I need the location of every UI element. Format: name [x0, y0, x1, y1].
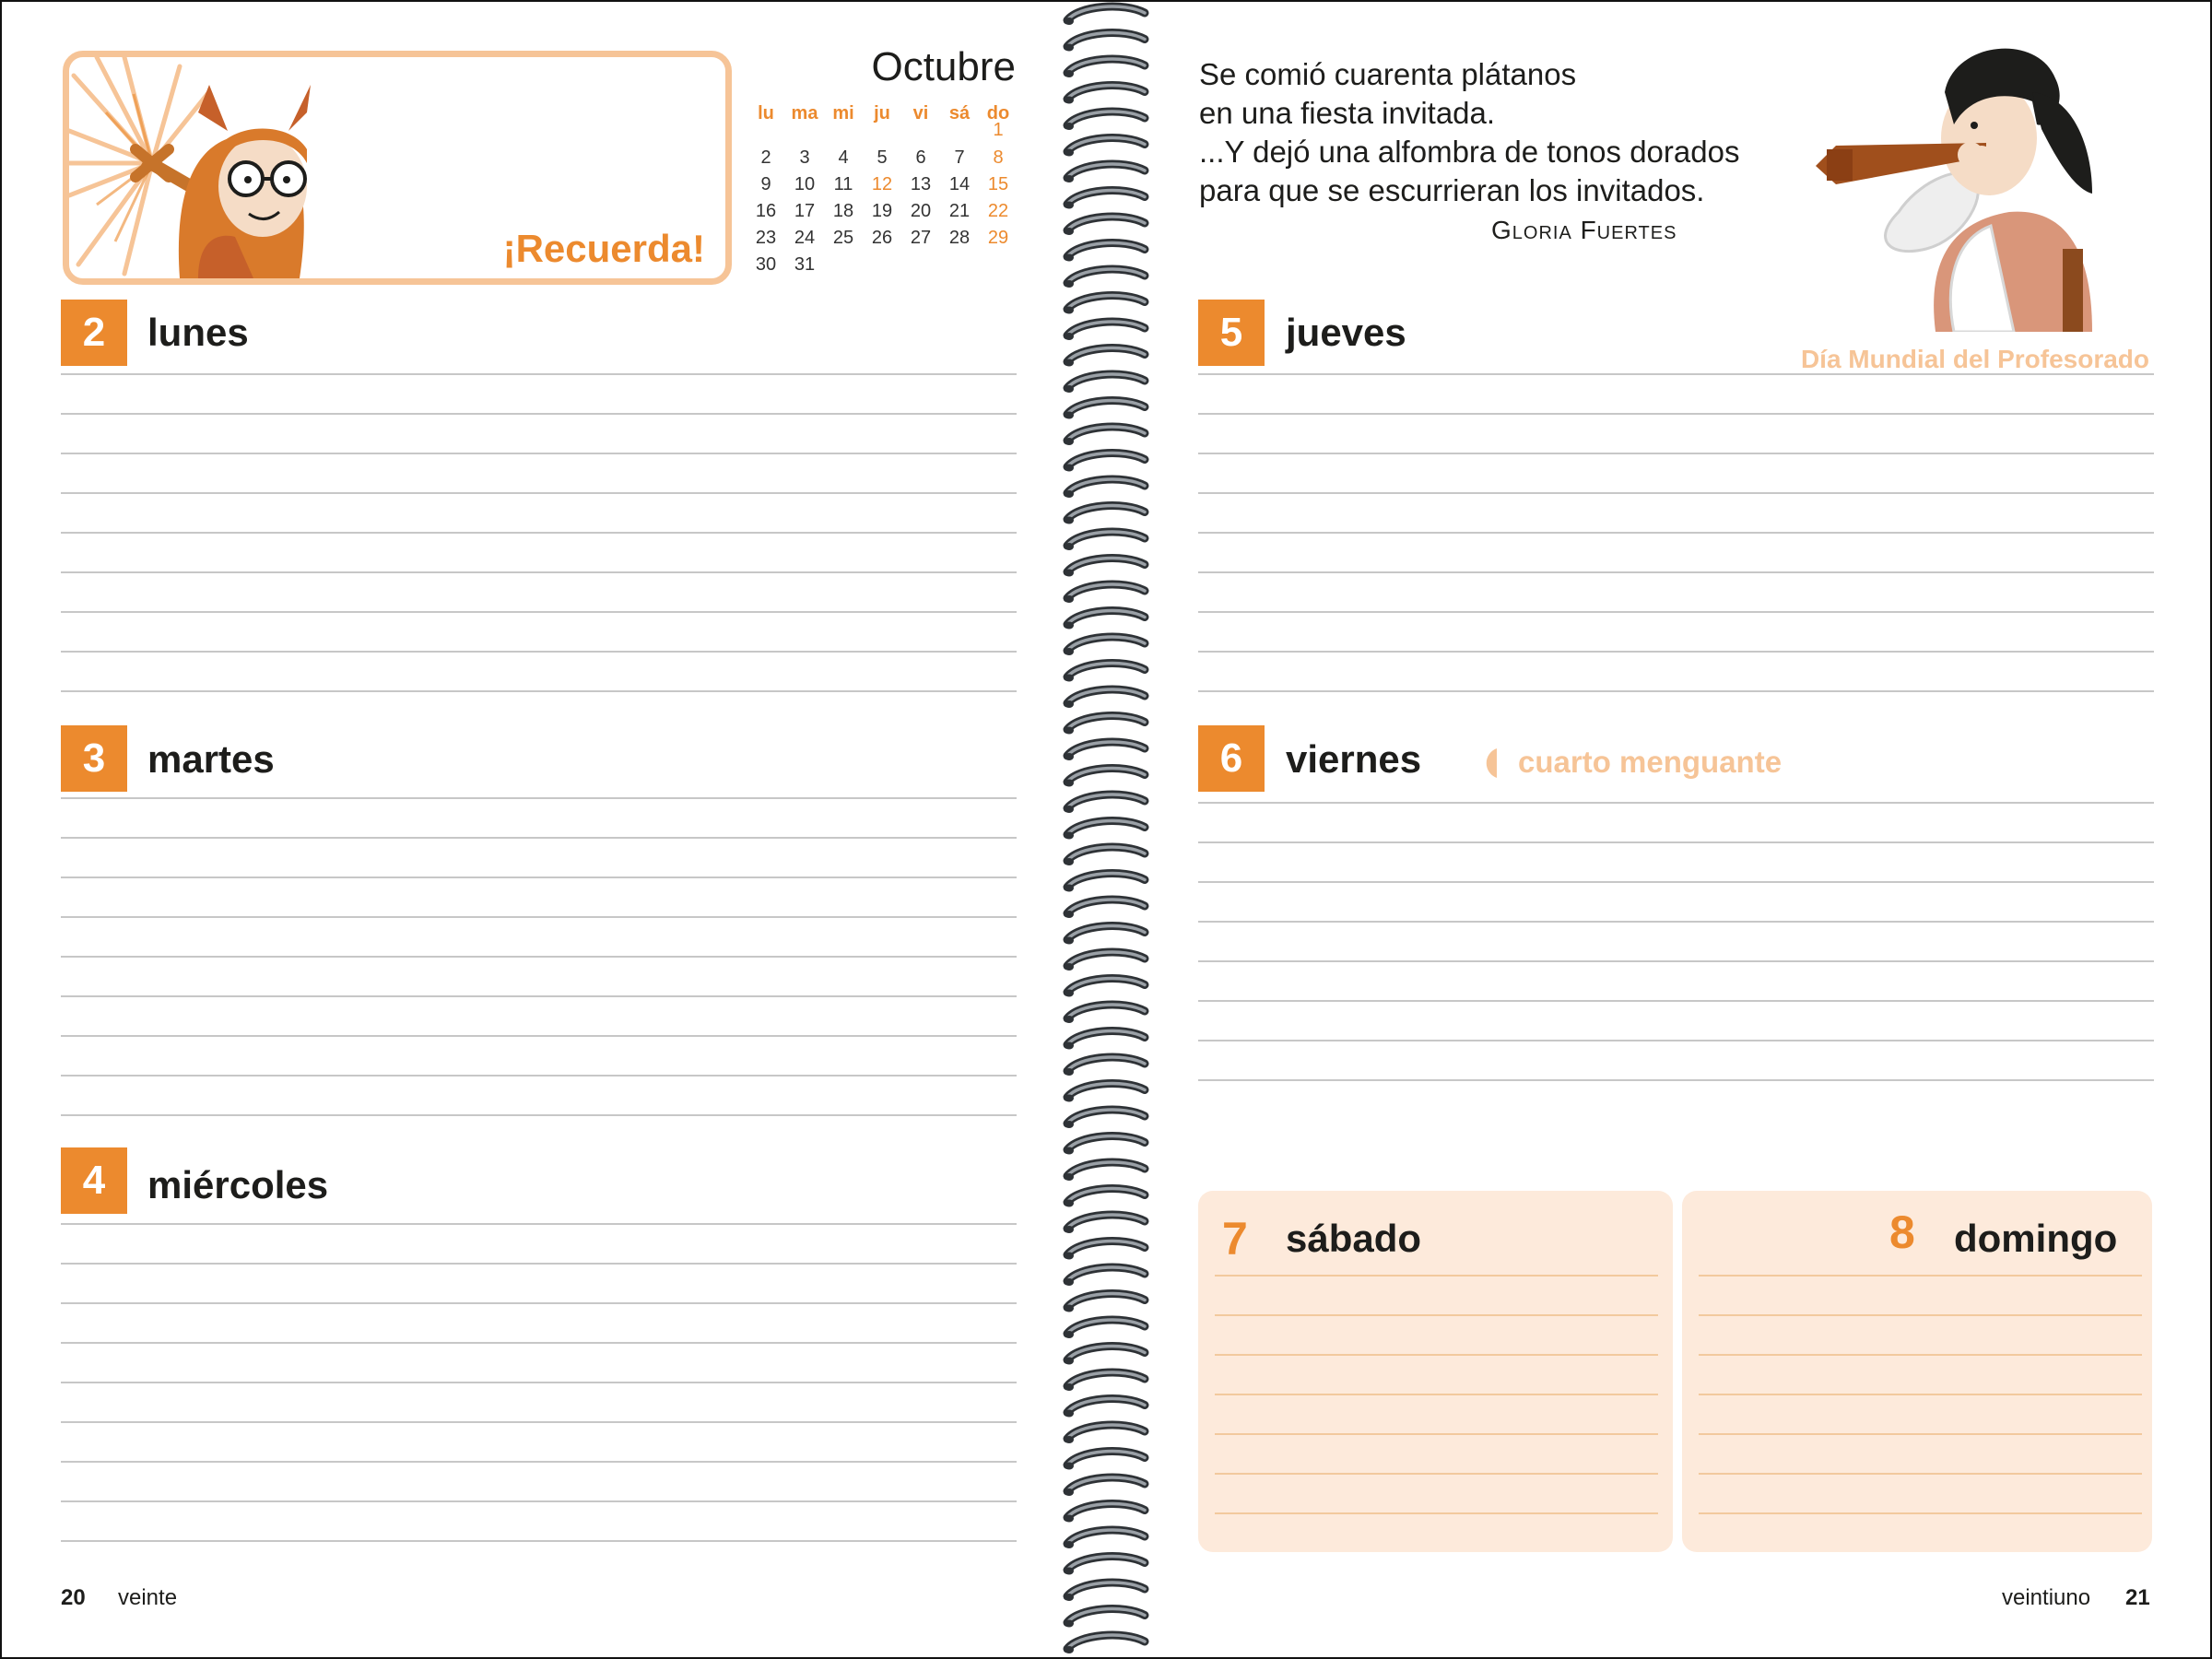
writing-line [1215, 1354, 1658, 1356]
calendar-day[interactable]: 9 [760, 174, 771, 194]
writing-line [1198, 651, 2154, 653]
writing-line [61, 651, 1017, 653]
writing-line [61, 492, 1017, 494]
writing-line [61, 797, 1017, 799]
calendar-weekday-header: do [986, 103, 1010, 124]
spiral-coil [1065, 296, 1145, 314]
weekend-day-name: sábado [1286, 1217, 1422, 1260]
calendar-day[interactable]: 29 [987, 228, 1009, 248]
spiral-coil [1065, 374, 1145, 393]
spiral-coil [1065, 716, 1145, 735]
calendar-day[interactable]: 21 [948, 201, 971, 221]
day-number-badge: 4 [61, 1147, 127, 1214]
writing-line [61, 1461, 1017, 1463]
writing-line [1198, 921, 2154, 923]
writing-line [1198, 413, 2154, 415]
moon-phase-label: cuarto menguante [1518, 745, 1783, 779]
writing-line [1198, 960, 2154, 962]
writing-line [1198, 690, 2154, 692]
writing-line [1699, 1354, 2142, 1356]
spiral-coil [1065, 86, 1145, 104]
day-number-badge: 6 [1198, 725, 1265, 792]
spiral-coil [1065, 1162, 1145, 1181]
calendar-day[interactable]: 6 [915, 147, 926, 168]
reminder-label: ¡Recuerda! [502, 227, 705, 270]
moon-phase-icon [1478, 747, 1499, 780]
spiral-coil [1065, 453, 1145, 472]
writing-line [1215, 1314, 1658, 1316]
writing-line [61, 1114, 1017, 1116]
spiral-coil [1065, 1320, 1145, 1338]
writing-line [1699, 1314, 2142, 1316]
day-name-label: lunes [147, 311, 249, 354]
calendar-day[interactable]: 7 [954, 147, 965, 168]
writing-line [1215, 1275, 1658, 1277]
writing-line [1198, 1079, 2154, 1081]
day-name-label: viernes [1286, 737, 1422, 781]
spiral-coil [1065, 269, 1145, 288]
day-name-label: miércoles [147, 1163, 329, 1206]
spiral-coil [1065, 900, 1145, 918]
writing-line [1198, 571, 2154, 573]
spiral-coil [1065, 769, 1145, 787]
spiral-coil [1065, 1425, 1145, 1443]
calendar-day[interactable]: 10 [794, 174, 816, 194]
calendar-day[interactable]: 25 [832, 228, 854, 248]
writing-line [1699, 1433, 2142, 1435]
writing-line [61, 1263, 1017, 1265]
spiral-coil [1065, 506, 1145, 524]
left-page [0, 0, 1060, 1659]
calendar-day[interactable]: 27 [910, 228, 932, 248]
quote-author: Gloria Fuertes [1491, 216, 1677, 244]
writing-line [1699, 1473, 2142, 1475]
spiral-coil [1065, 532, 1145, 550]
spiral-coil [1065, 689, 1145, 708]
calendar-day[interactable]: 30 [755, 254, 777, 275]
writing-line [1215, 1394, 1658, 1395]
writing-line [61, 690, 1017, 692]
spiral-coil [1065, 874, 1145, 892]
spiral-coil [1065, 1215, 1145, 1233]
flute-player-illustration [1816, 37, 2129, 332]
spiral-coil [1065, 6, 1145, 25]
spiral-coil [1065, 611, 1145, 629]
writing-line [1215, 1512, 1658, 1514]
writing-line [61, 1540, 1017, 1542]
spiral-coil [1065, 138, 1145, 157]
spiral-coil [1065, 584, 1145, 603]
spiral-coil [1065, 479, 1145, 498]
reminder-box [63, 51, 732, 285]
writing-line [1198, 802, 2154, 804]
writing-line [1699, 1275, 2142, 1277]
writing-line [61, 1223, 1017, 1225]
spiral-coil [1065, 1477, 1145, 1496]
page-number: 21 [2125, 1585, 2150, 1610]
spiral-coil [1065, 1110, 1145, 1128]
spiral-coil [1065, 191, 1145, 209]
calendar-day[interactable]: 2 [760, 147, 771, 168]
writing-line [61, 877, 1017, 878]
calendar-day[interactable]: 17 [794, 201, 816, 221]
writing-line [61, 1302, 1017, 1304]
writing-line [1198, 1040, 2154, 1041]
quote-line: Se comió cuarenta plátanos [1199, 57, 1577, 91]
writing-line [61, 532, 1017, 534]
writing-line [1198, 1000, 2154, 1002]
quote-line: ...Y dejó una alfombra de tonos dorados [1199, 135, 1740, 169]
calendar-day[interactable]: 23 [755, 228, 777, 248]
spiral-coil [1065, 427, 1145, 445]
writing-line [61, 611, 1017, 613]
calendar-month-title: Octubre [871, 44, 1016, 89]
calendar-day[interactable]: 28 [948, 228, 971, 248]
writing-line [1699, 1394, 2142, 1395]
calendar-day[interactable]: 19 [871, 201, 893, 221]
spiral-coil [1065, 979, 1145, 997]
spiral-coil [1065, 1347, 1145, 1365]
spiral-coil [1065, 1557, 1145, 1575]
spiral-coil [1065, 1267, 1145, 1286]
spiral-coil [1065, 1609, 1145, 1628]
writing-line [61, 1035, 1017, 1037]
writing-line [1198, 532, 2154, 534]
writing-line [61, 916, 1017, 918]
writing-line [61, 1421, 1017, 1423]
spiral-coil [1065, 348, 1145, 367]
calendar-day[interactable]: 1 [993, 120, 1004, 140]
calendar-day[interactable]: 13 [910, 174, 932, 194]
spiral-coil [1065, 1294, 1145, 1312]
writing-line [1198, 373, 2154, 375]
spiral-coil [1065, 322, 1145, 340]
spiral-coil [1065, 1372, 1145, 1391]
writing-line [1699, 1512, 2142, 1514]
spiral-coil [1065, 637, 1145, 655]
spiral-coil [1065, 217, 1145, 235]
writing-line [61, 956, 1017, 958]
calendar-day[interactable]: 26 [871, 228, 893, 248]
day-number-badge: 3 [61, 725, 127, 792]
calendar-day[interactable]: 11 [833, 174, 853, 194]
spiral-coil [1065, 794, 1145, 813]
day-number-badge: 2 [61, 300, 127, 366]
writing-line [61, 1382, 1017, 1383]
calendar-day[interactable]: 24 [794, 228, 816, 248]
spiral-coil [1065, 1530, 1145, 1548]
calendar-day[interactable]: 12 [871, 174, 893, 194]
writing-line [1198, 611, 2154, 613]
calendar-weekday-header: mi [832, 103, 854, 124]
spiral-coil [1065, 243, 1145, 262]
saturday-box[interactable] [1198, 1191, 1673, 1552]
calendar-day[interactable]: 3 [799, 147, 810, 168]
calendar-day[interactable]: 20 [910, 201, 932, 221]
calendar-weekday-header: vi [912, 103, 929, 124]
day-number-badge: 5 [1198, 300, 1265, 366]
calendar-weekday-header: sá [948, 103, 971, 124]
calendar-day[interactable]: 5 [877, 147, 888, 168]
writing-line [1198, 492, 2154, 494]
spiral-coil [1065, 401, 1145, 419]
writing-line [1198, 841, 2154, 843]
writing-line [1198, 881, 2154, 883]
spiral-coil [1065, 1136, 1145, 1155]
quote-line: para que se escurrieran los invitados. [1199, 173, 1705, 207]
spiral-coil [1065, 1084, 1145, 1102]
writing-line [61, 571, 1017, 573]
calendar-day[interactable]: 15 [987, 174, 1009, 194]
writing-line [1198, 453, 2154, 454]
spiral-coil [1065, 664, 1145, 682]
quote-line: en una fiesta invitada. [1199, 96, 1496, 130]
calendar-day[interactable]: 31 [794, 254, 816, 275]
spiral-coil [1065, 33, 1145, 52]
weekend-day-number: 8 [1889, 1206, 1915, 1258]
spiral-coil [1065, 1399, 1145, 1418]
spiral-coil [1065, 1583, 1145, 1601]
spiral-coil [1065, 926, 1145, 945]
spiral-coil [1065, 112, 1145, 130]
calendar-day[interactable]: 18 [832, 201, 854, 221]
spiral-coil [1065, 1452, 1145, 1470]
spiral-coil [1065, 1504, 1145, 1523]
spiral-coil [1065, 1057, 1145, 1076]
day-name-label: jueves [1286, 311, 1406, 354]
writing-line [61, 453, 1017, 454]
spiral-coil [1065, 559, 1145, 577]
calendar-weekday-header: ma [791, 103, 818, 124]
spiral-coil [1065, 1005, 1145, 1023]
spiral-coil [1065, 59, 1145, 77]
spiral-coil [1065, 1635, 1145, 1653]
spiral-coil [1065, 1189, 1145, 1207]
calendar-day[interactable]: 22 [987, 201, 1009, 221]
page-number-word: veinte [118, 1585, 178, 1610]
event-label: Día Mundial del Profesorado [1800, 345, 2149, 373]
spiral-coil [1065, 164, 1145, 182]
writing-line [1215, 1473, 1658, 1475]
calendar-day[interactable]: 8 [993, 147, 1004, 168]
writing-line [61, 1500, 1017, 1502]
page-number: 20 [61, 1585, 86, 1610]
spiral-binding [1060, 0, 1152, 1659]
spiral-coil [1065, 847, 1145, 865]
writing-line [1215, 1433, 1658, 1435]
calendar-weekday-header: ju [874, 103, 890, 124]
spiral-coil [1065, 1241, 1145, 1260]
weekend-day-number: 7 [1222, 1213, 1248, 1265]
writing-line [61, 837, 1017, 839]
spiral-coil [1065, 742, 1145, 760]
weekend-day-name: domingo [1954, 1217, 2118, 1260]
writing-line [61, 1342, 1017, 1344]
writing-line [61, 413, 1017, 415]
calendar-day[interactable]: 4 [838, 147, 849, 168]
devil-character-illustration [69, 57, 346, 278]
calendar-weekday-header: lu [758, 103, 774, 124]
writing-line [61, 373, 1017, 375]
writing-line [61, 1075, 1017, 1077]
spiral-coil [1065, 1031, 1145, 1050]
writing-line [61, 995, 1017, 997]
page-number-word: veintiuno [2002, 1585, 2091, 1610]
spiral-coil [1065, 952, 1145, 971]
calendar-day[interactable]: 14 [948, 174, 971, 194]
calendar-day[interactable]: 16 [755, 201, 777, 221]
spiral-coil [1065, 821, 1145, 840]
day-name-label: martes [147, 737, 275, 781]
